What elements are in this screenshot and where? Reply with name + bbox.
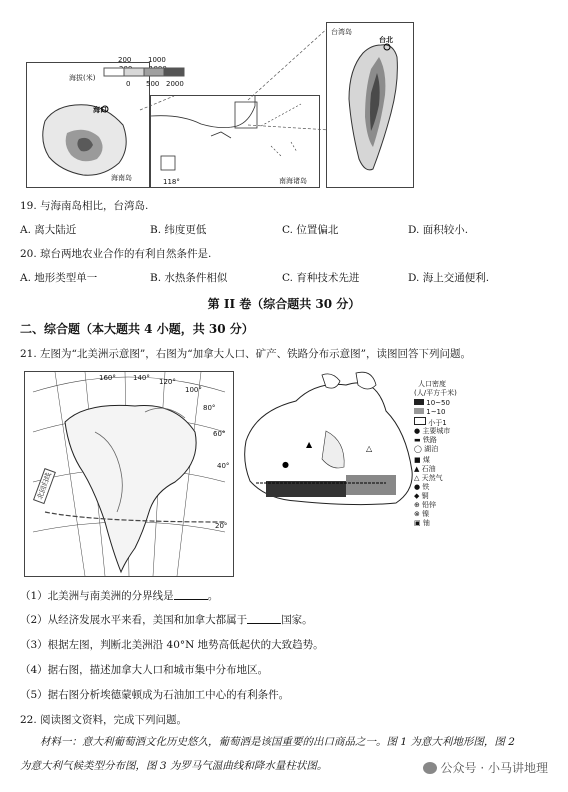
canada-map (236, 371, 468, 571)
legend-tick: 2000 (166, 80, 184, 88)
tropic-label: 北回归线 (33, 468, 56, 504)
q20-option-d: D. 海上交通便利. (408, 272, 490, 284)
wechat-icon (423, 762, 437, 774)
svg-text:△: △ (366, 444, 373, 453)
legend-item: ▲ 石油 (414, 465, 436, 473)
gas-icon: △ (414, 474, 420, 482)
legend-item: ⊕ 铅锌 (414, 501, 437, 509)
lon-label-40: 40° (217, 462, 230, 470)
legend-item: ● 铁 (414, 483, 430, 491)
connector-lines (140, 20, 340, 130)
lon-label-160: 160° (99, 374, 116, 382)
q21-sub1: （1）北美洲与南美洲的分界线是 。 (20, 590, 219, 602)
legend-title-line2: (人/平方千米) (414, 389, 457, 397)
lon-label-100: 100° (185, 386, 202, 394)
q19-stem: 19. 与海南岛相比，台湾岛. (20, 200, 149, 212)
legend-tick: 0 (126, 80, 131, 88)
legend-item: △ 天然气 (414, 474, 443, 482)
coal-icon: ■ (414, 456, 421, 464)
q19-option-c: C. 位置偏北 (282, 224, 339, 236)
haikou-label: 海口 (93, 106, 107, 114)
legend-item: ◆ 铜 (414, 492, 429, 500)
railway-icon: ▬ (414, 436, 421, 444)
lake-icon: ◯ (414, 445, 422, 453)
q20-option-b: B. 水热条件相似 (150, 272, 228, 284)
taiwan-island-shape (327, 23, 413, 187)
canada-outline (236, 371, 416, 571)
legend-tick: 500 (146, 80, 160, 88)
elevation-legend-title: 海拔(米) (69, 74, 96, 82)
q21-sub2: （2）从经济发展水平来看，美国和加拿大都属于 国家。 (20, 614, 313, 626)
north-america-map (24, 371, 234, 577)
q21-sub4: （4）据右图，描述加拿大人口和城市集中分布地区。 (20, 664, 269, 676)
legend-item: ● 主要城市 (414, 427, 451, 435)
q22-material-line1: 材料一：意大利葡萄酒文化历史悠久，葡萄酒是该国重要的出口商品之一。图 1 为意大利地形图，图 2 (40, 736, 515, 748)
oil-icon: ▲ (414, 465, 420, 473)
lon-label-80: 80° (203, 404, 216, 412)
q19-option-d: D. 面积较小. (408, 224, 469, 236)
taiwan-map (326, 22, 414, 188)
taipei-label: 台北 (379, 36, 393, 44)
north-america-graticule (25, 372, 233, 576)
south-china-sea-label: 南海诸岛 (279, 177, 307, 185)
q21-stem: 21. 左图为“北美洲示意图”，右图为“加拿大人口、矿产、铁路分布示意图”，读图回答下列问题。 (20, 348, 472, 360)
svg-text:▲: ▲ (306, 440, 313, 449)
q21-sub5: （5）据右图分析埃德蒙顿成为石油加工中心的有利条件。 (20, 689, 290, 701)
answer-blank[interactable] (174, 589, 208, 600)
lead-zinc-icon: ⊕ (414, 501, 420, 509)
city-dot-icon: ● (414, 427, 421, 435)
legend-title-line1: 人口密度 (418, 380, 446, 388)
copper-icon: ◆ (414, 492, 420, 500)
iron-icon: ● (414, 483, 421, 491)
part2-title: 第 II 卷（综合题共 30 分） (207, 297, 361, 311)
legend-item: 1~10 (414, 408, 445, 416)
lon-label-120: 120° (159, 378, 176, 386)
q22-material-line2: 为意大利气候类型分布图，图 3 为罗马气温曲线和降水量柱状图。 (20, 760, 328, 772)
watermark-text: 公众号 · 小马讲地理 (440, 761, 548, 775)
q19-option-a: A. 离大陆近 (20, 224, 77, 236)
legend-tick-200: 200 (118, 56, 132, 64)
legend-tick-1000: 1000 (148, 56, 166, 64)
svg-text:●: ● (282, 460, 289, 469)
longitude-label: 118° (163, 178, 180, 186)
legend-item: ⊗ 镍 (414, 510, 430, 518)
legend-item: 10~50 (414, 399, 450, 407)
taiwan-island-label: 台湾岛 (331, 28, 352, 36)
lon-label-60: 60° (213, 430, 226, 438)
q22-stem: 22. 阅读图文资料，完成下列问题。 (20, 714, 188, 726)
hainan-island-label: 海南岛 (111, 174, 132, 182)
answer-blank[interactable] (247, 613, 281, 624)
wechat-watermark (423, 759, 548, 776)
legend-item: ◯ 湖泊 (414, 445, 439, 453)
nickel-icon: ⊗ (414, 510, 420, 518)
lat-label-20: 20° (215, 522, 228, 530)
q21-sub3: （3）根据左图，判断北美洲沿 40°N 地势高低起伏的大致趋势。 (20, 639, 324, 651)
q20-stem: 20. 琼台两地农业合作的有利自然条件是. (20, 248, 212, 260)
legend-item: ■ 煤 (414, 456, 430, 464)
legend-item: 小于1 (414, 417, 447, 428)
q19-option-b: B. 纬度更低 (150, 224, 207, 236)
uranium-icon: ▣ (414, 519, 421, 527)
q20-option-a: A. 地形类型单一 (20, 272, 98, 284)
q20-option-c: C. 育种技术先进 (282, 272, 360, 284)
legend-item: ▬ 铁路 (414, 436, 437, 444)
legend-item: ▣ 铀 (414, 519, 430, 527)
section2-title: 二、综合题（本大题共 4 小题，共 30 分） (20, 322, 254, 336)
lon-label-140: 140° (133, 374, 150, 382)
